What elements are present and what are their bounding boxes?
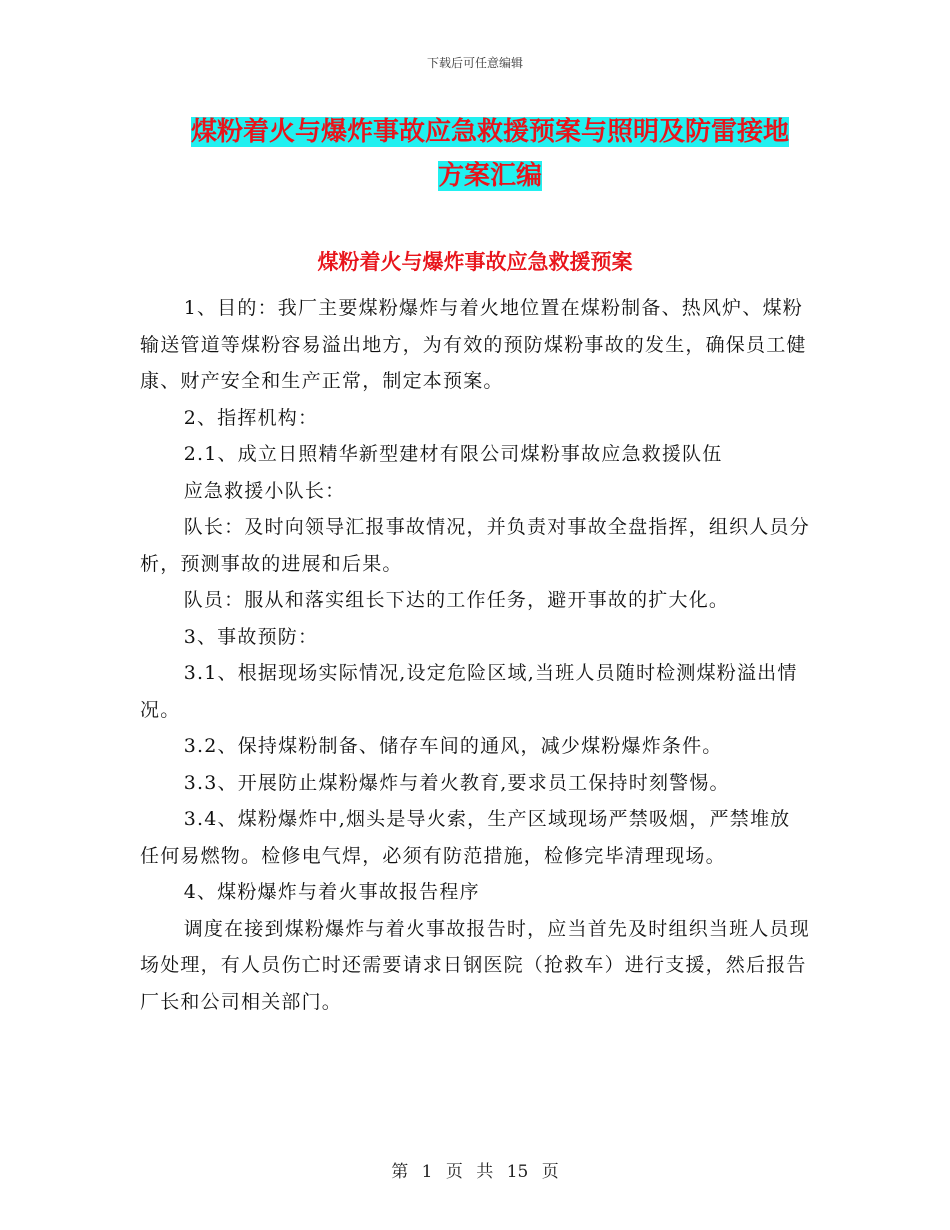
paragraph-prevention-heading: 3、事故预防：: [183, 625, 319, 648]
paragraph-team-leader-heading: 应急救援小队长：: [183, 479, 346, 502]
document-body: [140, 290, 810, 1020]
paragraph-team-setup: 2.1、成立日照精华新型建材有限公司煤粉事故应急救援队伍: [183, 443, 723, 465]
paragraph-prevention-3-1: 3.1、根据现场实际情况,设定危险区域,当班人员随时检测煤粉溢出情况。: [140, 662, 798, 721]
paragraph-prevention-3-4: 3.4、煤粉爆炸中,烟头是导火索，生产区域现场严禁吸烟，严禁堆放任何易燃物。检修电气焊，必须有防范措施，检修完毕清理现场。: [140, 808, 791, 867]
footer-total-label: 共: [476, 1162, 494, 1182]
paragraph-prevention-3-2: 3.2、保持煤粉制备、储存车间的通风，减少煤粉爆炸条件。: [183, 735, 723, 757]
document-title-line-2: 方案汇编: [437, 161, 542, 191]
header-note: 下载后可任意编辑: [426, 56, 523, 70]
document-title: [140, 110, 840, 198]
footer-prefix: 第: [391, 1162, 409, 1182]
paragraph-captain-duty: 队长：及时向领导汇报事故情况，并负责对事故全盘指挥，组织人员分析，预测事故的进展和后果。: [140, 516, 810, 575]
paragraph-purpose: 1、目的：我厂主要煤粉爆炸与着火地位置在煤粉制备、热风炉、煤粉输送管道等煤粉容易溢出地方，为有效的预防煤粉事故的发生，确保员工健康、财产安全和生产正常，制定本预案。: [140, 297, 807, 392]
footer-total-pages: 15: [506, 1162, 529, 1182]
page-footer: [0, 1157, 950, 1182]
document-title-line-1: 煤粉着火与爆炸事故应急救援预案与照明及防雷接地: [190, 117, 789, 147]
paragraph-report-procedure: 调度在接到煤粉爆炸与着火事故报告时，应当首先及时组织当班人员现场处理，有人员伤亡时还需要请求日钢医院（抢救车）进行支援，然后报告厂长和公司相关部门。: [140, 917, 810, 1013]
paragraph-member-duty: 队员：服从和落实组长下达的工作任务，避开事故的扩大化。: [183, 589, 730, 611]
footer-page-number: 1: [421, 1162, 433, 1182]
footer-suffix: 页: [541, 1162, 559, 1182]
footer-middle: 页: [445, 1162, 463, 1182]
paragraph-command-org: 2、指挥机构：: [183, 406, 319, 429]
paragraph-prevention-3-3: 3.3、开展防止煤粉爆炸与着火教育,要求员工保持时刻警惕。: [183, 771, 730, 794]
paragraph-report-heading: 4、煤粉爆炸与着火事故报告程序: [183, 881, 480, 903]
section-title: 煤粉着火与爆炸事故应急救援预案: [317, 249, 633, 274]
